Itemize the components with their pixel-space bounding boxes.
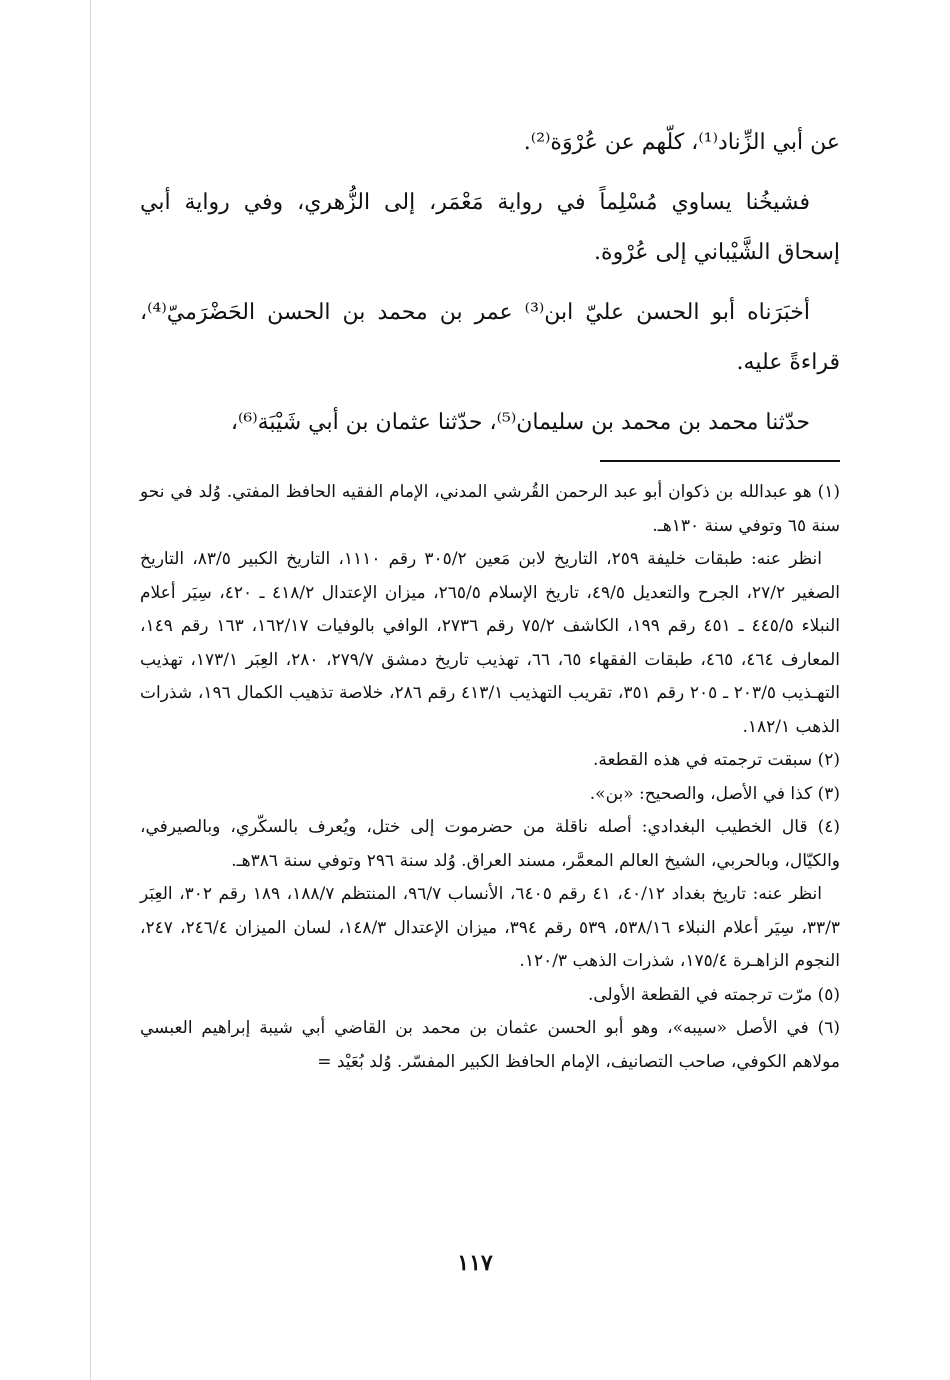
footnote-3: (٣) كذا في الأصل، والصحيح: «بن». [589, 783, 840, 804]
footnote-1-sources: انظر عنه: طبقات خليفة ٢٥٩، التاريخ لابن مَعين ٣٠٥/٢ رقم ١١١٠، التاريخ الكبير ٨٣/٥، التاريخ الصغير ٢٧/٢، الجرح والتعديل ٤٩/٥، تاريخ الإسلام ٢٦٥/٥، ميزان الإعتدال ٤١٨/٢ ـ ٤٢٠، سِيَر أعلام النبلاء ٤٤٥/٥ ـ ٤٥١ رقم ١٩٩، الكاشف ٧٥/٢ رقم ٢٧٣٦، الوافي بالوفيات ١٦٢/١٧، ١٦٣ رقم ١٤٩، المعارف ٤٦٤، ٤٦٥، طبقات الفقهاء ٦٥، ٦٦، تهذيب تاريخ دمشق ٢٧٩/٧، ٢٨٠، العِبَر ١٧٣/١، تهذيب التهـذيب ٢٠٣/٥ ـ ٢٠٥ رقم ٣٥١، تقريب التهذيب ٤١٣/١ رقم ٢٨٦، خلاصة تذهيب الكمال ١٩٦، شذرات الذهب ١٨٢/١. [140, 549, 840, 737]
page-number: ١١٧ [457, 1250, 493, 1276]
footnote-2: (٢) سبقت ترجمته في هذه القطعة. [592, 750, 840, 770]
footnote-4: (٤) قال الخطيب البغدادي: أصله ناقلة من حضرموت إلى ختل، ويُعرف بالسكّري، وبالصيرفي، والكيّال، وبالحربي، الشيخ العالم المعمَّر، مسند العراق. وُلد سنة ٢٩٦ وتوفي سنة ٣٨٦هـ. [140, 817, 840, 871]
footnotes [140, 476, 840, 1079]
footnote-4-sources: انظر عنه: تاريخ بغداد ٤٠/١٢، ٤١ رقم ٦٤٠٥، الأنساب ٩٦/٧، المنتظم ١٨٨/٧، ١٨٩ رقم ٣٠٢، العِبَر ٣٣/٣، سِيَر أعلام النبلاء ٥٣٨/١٦، ٥٣٩ رقم ٣٩٤، ميزان الإعتدال ١٤٨/٣، لسان الميزان ٢٤٦/٤، ٢٤٧، النجوم الزاهـرة ١٧٥/٤، شذرات الذهب ١٢٠/٣. [140, 884, 841, 971]
main-text [140, 118, 840, 448]
main-paragraph-1: عن أبي الزِّناد⁽¹⁾، كلّهم عن عُرْوَة⁽²⁾. [523, 130, 840, 155]
footnote-5: (٥) مرّت ترجمته في القطعة الأولى. [587, 984, 840, 1005]
binding-margin-line [90, 0, 91, 1380]
page-body [140, 118, 840, 1079]
main-paragraph-2: فشيخُنا يساوي مُسْلِماً في رواية مَعْمَر، إلى الزُّهري، وفي رواية أبي إسحاق الشَّيْباني إلى عُرْوة. [140, 190, 840, 265]
footnote-separator [600, 460, 840, 462]
footnote-6: (٦) في الأصل «سيبه»، وهو أبو الحسن عثمان بن محمد بن القاضي أبي شيبة إبراهيم العبسي مولاهم الكوفي، صاحب التصانيف، الإمام الحافظ الكبير المفسّر. وُلد بُعَيْد = [140, 1018, 840, 1072]
footnote-1: (١) هو عبدالله بن ذكوان أبو عبد الرحمن القُرشي المدني، الإمام الفقيه الحافظ المفتي. وُلد في نحو سنة ٦٥ وتوفي سنة ١٣٠هـ. [140, 482, 840, 536]
main-paragraph-3: أخبَرَناه أبو الحسن عليّ ابن⁽³⁾ عمر بن محمد بن الحسن الحَضْرَميّ⁽⁴⁾، قراءةً عليه. [140, 300, 840, 375]
main-paragraph-4: حدّثنا محمد بن محمد بن سليمان⁽⁵⁾، حدّثنا عثمان بن أبي شَيْبَة⁽⁶⁾، [230, 410, 810, 435]
